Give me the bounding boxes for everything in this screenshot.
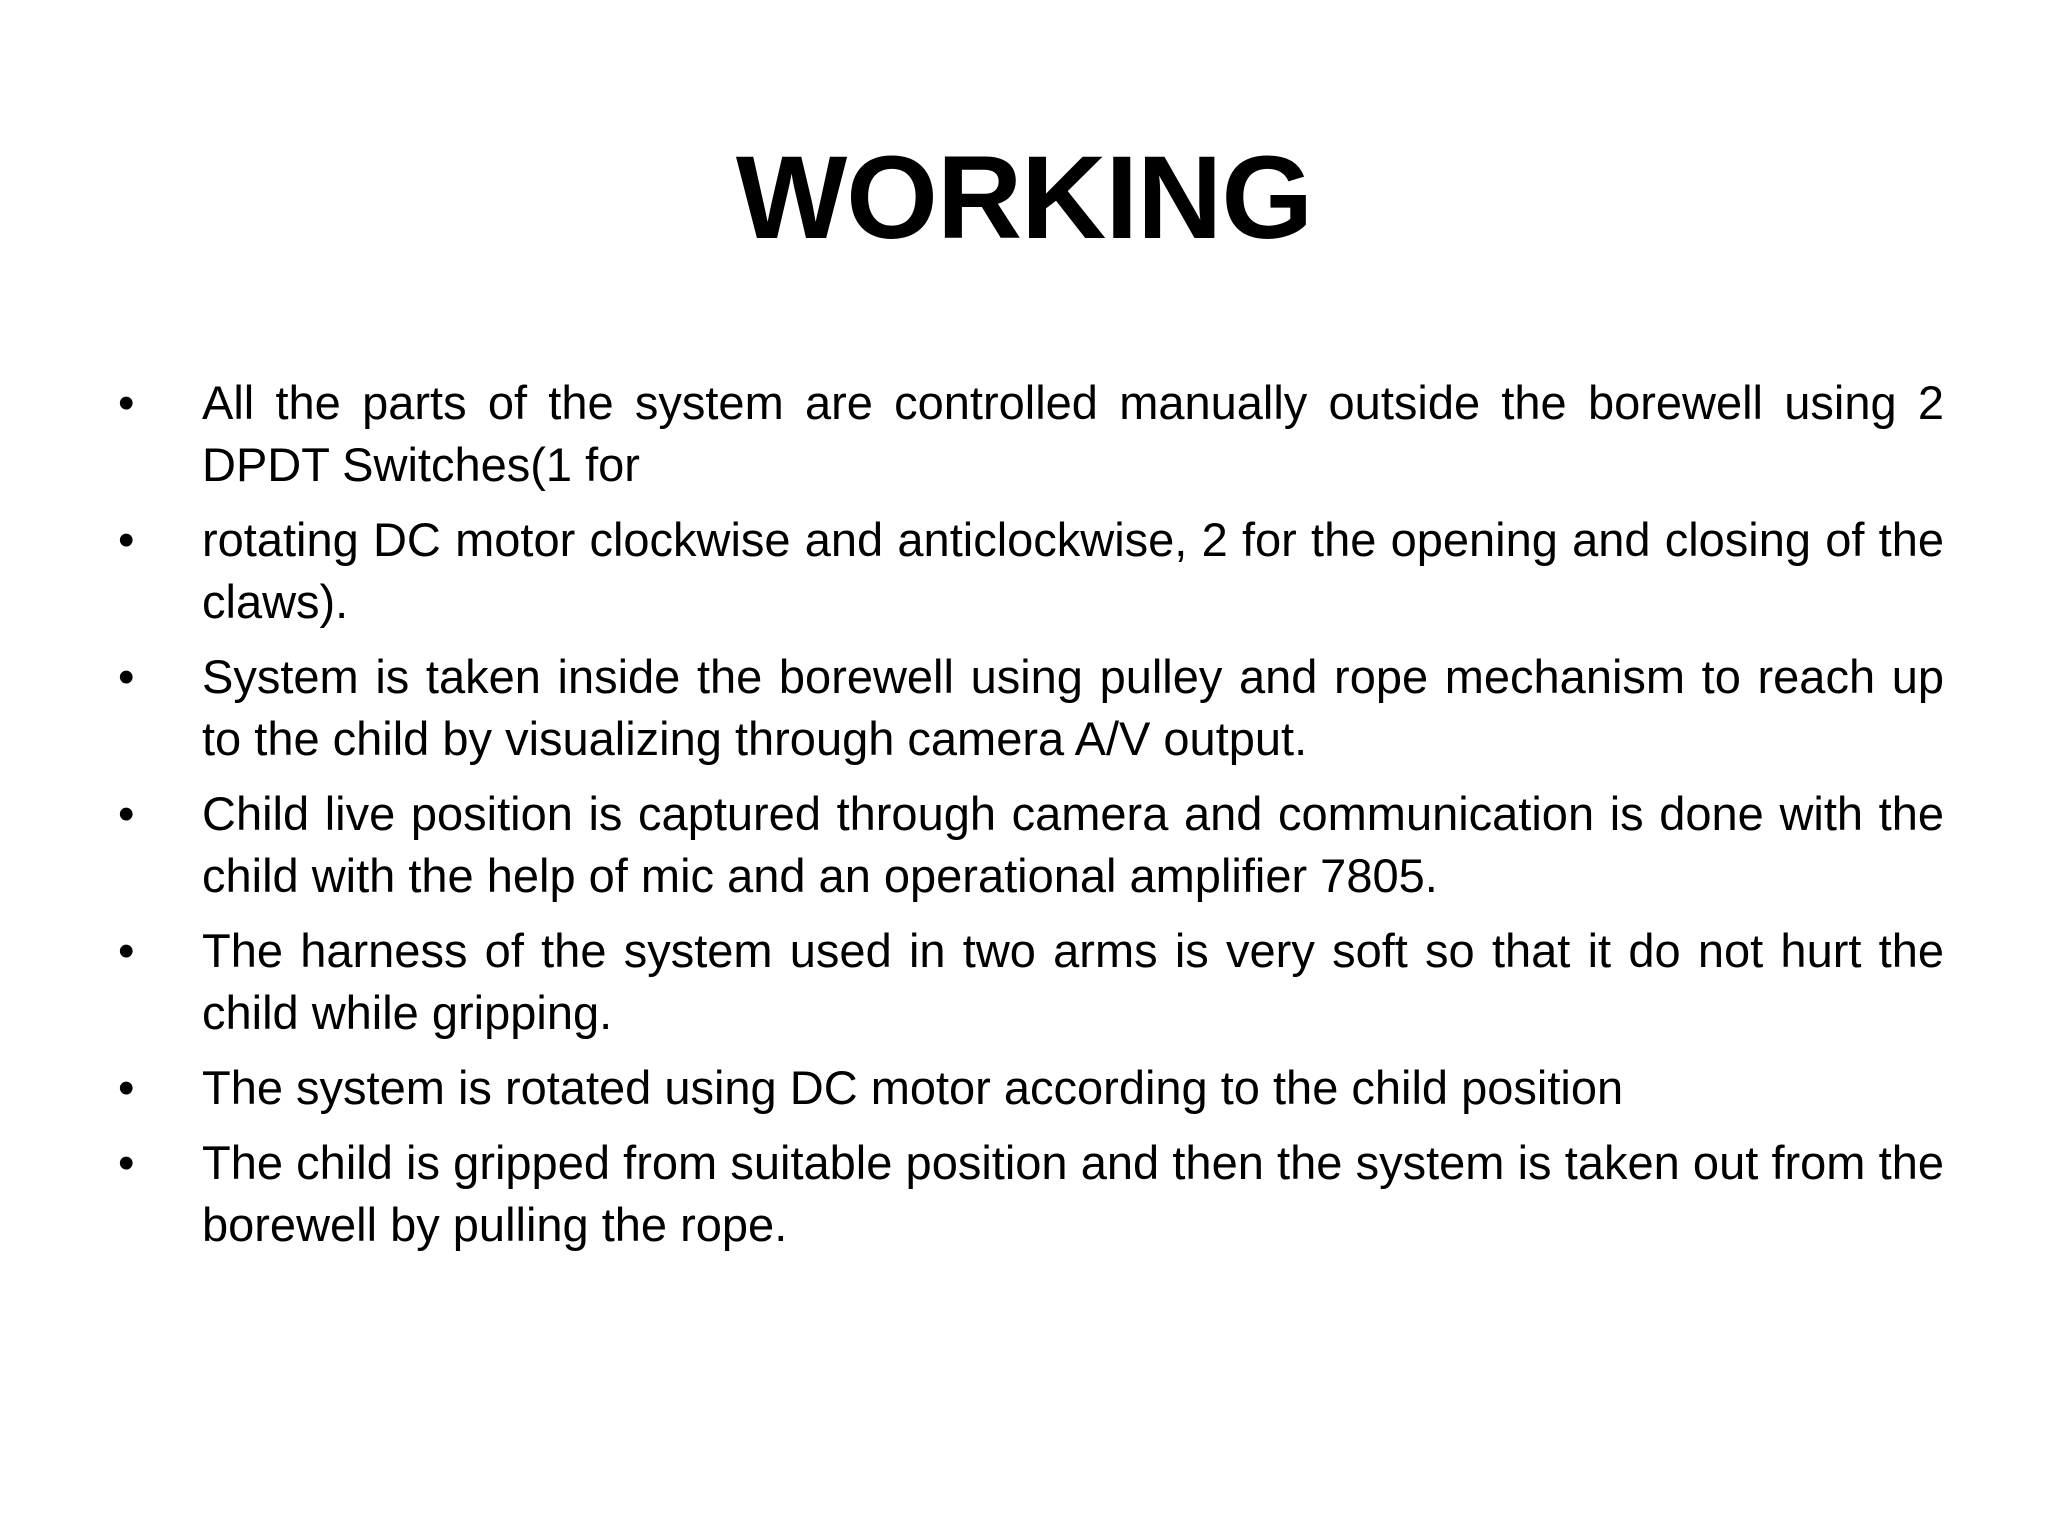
slide-title: WORKING [735, 132, 1313, 264]
bullet-marker: • [118, 650, 135, 703]
bullet-marker: • [118, 787, 135, 840]
bullet-item [118, 1057, 1944, 1119]
bullet-text: The harness of the system used in two arms is very soft so that it do not hurt the child while gripping. [202, 924, 1944, 1039]
bullet-marker: • [118, 924, 135, 977]
bullet-marker: • [118, 1061, 135, 1114]
bullet-marker: • [118, 1136, 135, 1189]
bullet-list [118, 372, 1944, 1269]
bullet-text: Child live position is captured through camera and communication is done with the child with the help of mic and an operational amplifier 7805. [202, 787, 1944, 902]
bullet-marker: • [118, 376, 135, 429]
bullet-text: The child is gripped from suitable position and then the system is taken out from the borewell by pulling the rope. [202, 1136, 1944, 1251]
bullet-item [118, 509, 1944, 633]
bullet-item [118, 1132, 1944, 1256]
bullet-item [118, 646, 1944, 770]
bullet-text: The system is rotated using DC motor according to the child position [202, 1061, 1624, 1114]
bullet-text: System is taken inside the borewell using pulley and rope mechanism to reach up to the child by visualizing through camera A/V output. [202, 650, 1944, 765]
bullet-item [118, 783, 1944, 907]
bullet-item [118, 372, 1944, 496]
bullet-marker: • [118, 513, 135, 566]
bullet-text: All the parts of the system are controlled manually outside the borewell using 2 DPDT Switches(1 for [202, 376, 1944, 491]
bullet-text: rotating DC motor clockwise and anticlockwise, 2 for the opening and closing of the claws). [202, 513, 1944, 628]
bullet-item [118, 920, 1944, 1044]
